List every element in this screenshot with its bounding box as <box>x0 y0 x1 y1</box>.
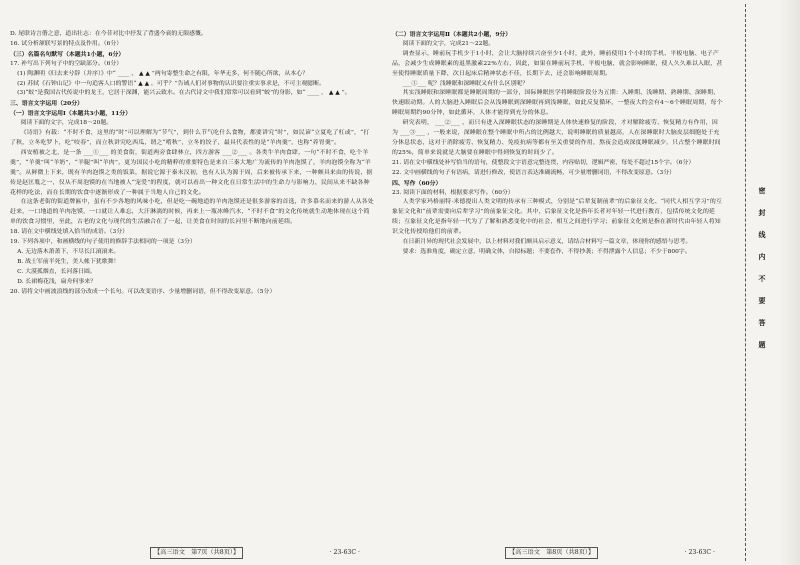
seal-char: 要 <box>758 296 766 305</box>
text-line: (2) 苏轼《石钟山记》中一句追客人口的警语“ ▲ ▲ ，可乎？”告诫人们对事物的认识要注重实事求是，不可主观臆断。 <box>17 80 325 87</box>
seal-char: 内 <box>758 252 766 261</box>
footer-code: · 23-63C · <box>684 549 715 556</box>
text-line: 人类学家玛格丽特·米德提出人类文明的传承有三种模式，分别是“后辈复制前辈”的后象征文化、“同代人相互学习”的互象征文化和“前辈需要向后辈学习”的前象征文化。其中，后象征文化是指年长者对年轻一代进行教育，包括传统文化的延续；互象征文化是指年轻一代为了了解和熟悉变化中的社会，相互之间进行学习；前象征文化则是指在新时代由年轻人将知识文化传授给他们的前辈。 <box>392 199 723 236</box>
seal-char: 不 <box>758 274 766 283</box>
text-line: 22. 文中画横线的句子有语病，请进行修改，使语言表达准确流畅，可少量增删词语，不得改变原意。（3分） <box>392 169 676 176</box>
seal-char: 密 <box>758 186 766 195</box>
exam-page-right <box>392 30 724 543</box>
text-line: 调查显示，睡前玩手机少于1小时，会让大脑持续兴奋至少1小时，此外，睡前使用1个小时的手机、平板电脑、电子产品，会减少生成睡眠素的退黑激素22%左右，因此，如果在睡前玩手机、平板电脑，就会影响睡眠，使人久久难以入眠，甚至使得睡眠质量下降，次日起床后精神状态不佳，长期下去，还会影响睡眠周期。 <box>392 50 723 77</box>
text-line: 17. 补写出下列句子中的空缺部分。（6分） <box>10 60 123 67</box>
text-line: 要求：选准角度，确定立意，明确文体，自拟标题；不要套作，不得抄袭；不得泄露个人信息；不少于800字。 <box>402 248 691 255</box>
text-line: 20. 请将文中画波浪线的部分改成一个长句。可以改变语序、少量增删词语，但不得改变原意。（5分） <box>10 288 276 295</box>
text-line: 西安植被之北，是一条 ___①___ 的美食街，街道两旁食肆林立，四方游客 ___②___ 。各类牛羊肉食肆，一句“不时不食，吃个羊羹”，“羊羹”叫“羊奶”，“羊腿”叫“羊肉”，更为国民小吃的精粹的重要特色是来自三秦大地广为流传的羊肉泡馍了，羊肉泡馍全称为“羊羹”。从鲜微上下来，既有羊肉泡馍之类的饭菜，据说它源于秦末汉初，也有人认为源于周，后来被传承下来，一种颇具来由的传说，据传是赵匡胤之一，仅从不周泡馍的在当地被人“宠爱”的程度，就可以看出一种文化在日常生活中的生命力与影响力，民间从来不缺各种花样的吃法，而在长期的饮食中逐渐形成了一种属于当地人自己的文化。 <box>10 149 373 196</box>
page-footer-right <box>505 547 715 559</box>
text-line: 16. 试分析颔联写景的特点及作用。（6分） <box>10 40 123 47</box>
seal-char: 答 <box>758 318 766 327</box>
footer-page-label: 【高三语文 第8页（共8页）】 <box>505 547 598 559</box>
page-footer-left <box>150 547 360 559</box>
text-line: (3)“蚁”是我国古代传说中的龙王，它居于深渊，能兴云致水。在古代诗文中我们常常可以看到“蛟”的身影，如“ ____ ， ▲ ▲ ”。 <box>17 90 351 97</box>
text-line: D. 长裙梅花浅，扁舟何事来？ <box>17 278 97 285</box>
text-line: (1) 陶渊明《归去来兮辞（并序）》中“ ____ ， ▲ ▲ ”两句寄整生命之有限，年华无多，何不随心所欲，从本心？ <box>17 70 308 77</box>
footer-page-label: 【高三语文 第7页（共8页）】 <box>150 547 243 559</box>
text-line: B. 战士军前半死生，美人帐下犹歌舞！ <box>17 258 120 265</box>
text-line: ___①___ 呢？浅睡眠和深睡眠又有什么区别呢？ <box>402 80 529 87</box>
text-line: C. 大漠孤烟直，长河落日圆。 <box>17 268 96 275</box>
seal-char: 封 <box>758 208 766 217</box>
text-line: 阅读下面的文字，完成18～20题。 <box>20 120 113 127</box>
text-line: 四、写作（60分） <box>392 179 442 187</box>
text-line: 阅读下面的文字，完成21～22题。 <box>402 40 495 47</box>
text-line: 在这条老街的街道牌匾中，虽有不少各地的风味小吃，但是吃一碗地道的羊肉泡馍还是很多游客的首选，许多慕名而来的游人从各处赶来，一口地道的羊肉泡馍，一口就让人难忘，大汗淋漓的时候，再来上一瓶冰峰汽水，“不时不食”的文化传统就生动地体现在这个简单的饮食习惯里，至此，古老的文化与现代的生活融合在了一起，让美食在时间的长河里不断地向前延续。 <box>10 199 374 226</box>
text-line: 《诗语》有载：“不时不食，这里的“时”可以理解为“节气”，到什么节气吃什么食物，都要讲究“时”，如民谚“立夏吃了杠或”，“打了秋，立冬吃罗卜，吃“咬春”，而立秋讲究吃西瓜，谓之“啃秋”，立冬的饺子，最具代表性的是“羊肉羹”，也称“养胃羹”。 <box>10 130 370 146</box>
seal-line <box>745 4 746 561</box>
text-line: （一）语言文字运用Ⅰ（本题共3小题，11分） <box>10 110 132 118</box>
text-line: 研究表明， ___②___ ，而只有进入深睡眠状态的深睡期是人体快速修复的阶段，才对解除疲劳、恢复精力有作用，因为 ___③___ ，一般来说，深睡眠在整个睡眠中所占的比例越大，说明睡眠的质量越高，人在深睡眠时大脑皮层细胞处于充分休息状态，这对于消除疲劳、恢复精力、免疫抗病等都有至关重要的作用，熬夜会造成深度睡眠减少，只占整个睡眠时间的25%，简单来说就是大脑要在睡眠中得到恢复的时间少了。 <box>392 120 721 156</box>
text-line: 23. 阅读下面的材料，根据要求写作。（60分） <box>392 189 514 196</box>
seal-char: 题 <box>758 340 766 349</box>
text-line: 21. 请在文中横线处补写恰当的语句，使整段文字语意完整连贯，内容贴切，逻辑严密，每处不超过15个字。（6分） <box>392 159 695 166</box>
text-line: 其实浅睡眠和深睡眠都是睡眠周期的一部分，国际睡眠医学将睡眠阶段分为五期：入睡期、浅睡期、熟睡期、深睡期、快速眼动期。人的大脑进入睡眠后会从浅睡眠到深睡眠再到浅睡眠，如此反复循环，一整夜大约会有4～6个睡眠周期，每个睡眠周期约90分钟，如此循环，人体才能得到充分的休息。 <box>392 90 723 117</box>
text-line: D. 尾联诗言偕之意，道出壮志：在今昔对比中抒发了背盛今衰的无限感慨。 <box>10 31 207 37</box>
exam-page-left <box>10 30 375 543</box>
text-line: 三、语言文字运用（20分） <box>10 100 83 108</box>
text-line: 19. 下列各项中，和画横线的句子使用的修辞手法相同的一项是（3分） <box>10 239 196 246</box>
text-line: 在日新月异的现代社会发展中，以上材料对我们颇具启示意义，请结合材料写一篇文章，体现你的感悟与思考。 <box>402 239 692 246</box>
seal-line-notice <box>755 180 769 356</box>
footer-code: · 23-63C · <box>329 549 360 556</box>
text-line: （三）名篇名句默写（本题共1小题，6分） <box>10 50 125 58</box>
text-line: 18. 请在文中横线处填入恰当的成语。（3分） <box>10 229 129 236</box>
seal-char: 线 <box>758 230 766 239</box>
scan-edge <box>780 0 800 565</box>
text-line: A. 无边落木萧萧下，不尽长江滚滚来。 <box>17 248 120 255</box>
text-line: （二）语言文字运用Ⅱ（本题共2小题，9分） <box>392 31 512 38</box>
